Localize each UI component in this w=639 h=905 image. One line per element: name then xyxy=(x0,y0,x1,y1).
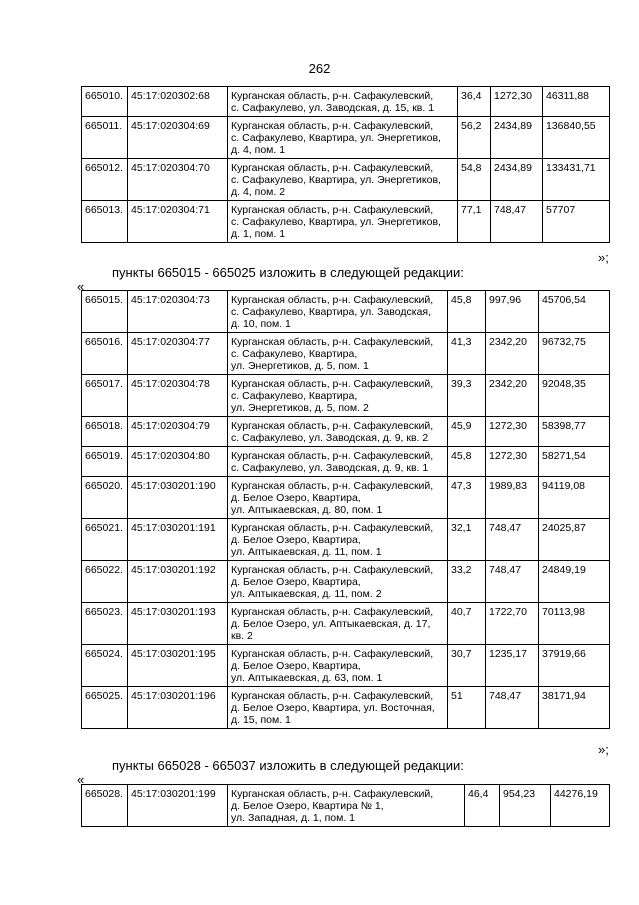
cadastral-number-cell: 45:17:020302:68 xyxy=(128,87,228,117)
cadastral-number-cell: 45:17:030201:191 xyxy=(128,519,228,561)
address-cell xyxy=(228,519,448,561)
address-line: д. Белое Озеро, Квартира, xyxy=(231,660,361,672)
address-cell xyxy=(228,159,458,201)
cadastral-number-cell: 45:17:020304:69 xyxy=(128,117,228,159)
property-table-3 xyxy=(81,784,610,827)
address-line: д. Белое Озеро, Квартира, xyxy=(231,534,361,546)
row-number-cell: 665028. xyxy=(82,785,128,827)
unit-price-cell: 748,47 xyxy=(486,561,539,603)
address-line: с. Сафакулево, Квартира, ул. Энергетиков, xyxy=(231,216,441,228)
instruction-text-1: пункты 665015 - 665025 изложить в следующей редакции: xyxy=(112,265,464,280)
cadastral-number-cell: 45:17:030201:195 xyxy=(128,645,228,687)
row-number-cell: 665010. xyxy=(82,87,128,117)
instruction-text-2: пункты 665028 - 665037 изложить в следующей редакции: xyxy=(112,758,464,773)
row-number-cell: 665015. xyxy=(82,291,128,333)
total-value-cell: 133431,71 xyxy=(543,159,610,201)
address-line: Курганская область, р-н. Сафакулевский, xyxy=(231,788,434,800)
table-row xyxy=(82,333,610,375)
cadastral-number-cell: 45:17:020304:71 xyxy=(128,201,228,243)
total-value-cell: 24025,87 xyxy=(539,519,610,561)
unit-price-cell: 748,47 xyxy=(486,519,539,561)
address-line: ул. Западная, д. 1, пом. 1 xyxy=(231,812,356,824)
address-cell xyxy=(228,645,448,687)
address-line: ул. Аптыкаевская, д. 11, пом. 1 xyxy=(231,546,382,558)
address-line: Курганская область, р-н. Сафакулевский, xyxy=(231,378,434,390)
area-cell: 54,8 xyxy=(458,159,491,201)
address-cell xyxy=(228,333,448,375)
address-line: Курганская область, р-н. Сафакулевский, xyxy=(231,522,434,534)
table-row xyxy=(82,375,610,417)
total-value-cell: 94119,08 xyxy=(539,477,610,519)
table-row xyxy=(82,291,610,333)
total-value-cell: 92048,35 xyxy=(539,375,610,417)
total-value-cell: 46311,88 xyxy=(543,87,610,117)
address-line: д. 1, пом. 1 xyxy=(231,228,286,240)
area-cell: 45,8 xyxy=(448,291,486,333)
address-line: д. Белое Озеро, ул. Аптыкаевская, д. 17, xyxy=(231,618,431,630)
row-number-cell: 665016. xyxy=(82,333,128,375)
address-line: Курганская область, р-н. Сафакулевский, xyxy=(231,690,434,702)
address-line: ул. Энергетиков, д. 5, пом. 1 xyxy=(231,360,369,372)
address-line: Курганская область, р-н. Сафакулевский, xyxy=(231,648,434,660)
address-line: кв. 2 xyxy=(231,630,253,642)
address-cell xyxy=(228,603,448,645)
table-row xyxy=(82,87,610,117)
total-value-cell: 58398,77 xyxy=(539,417,610,447)
cadastral-number-cell: 45:17:020304:80 xyxy=(128,447,228,477)
table-row xyxy=(82,687,610,729)
total-value-cell: 24849,19 xyxy=(539,561,610,603)
total-value-cell: 70113,98 xyxy=(539,603,610,645)
address-cell xyxy=(228,477,448,519)
area-cell: 45,9 xyxy=(448,417,486,447)
area-cell: 56,2 xyxy=(458,117,491,159)
cadastral-number-cell: 45:17:020304:79 xyxy=(128,417,228,447)
address-line: ул. Аптыкаевская, д. 63, пом. 1 xyxy=(231,672,383,684)
unit-price-cell: 1272,30 xyxy=(491,87,543,117)
unit-price-cell: 1272,30 xyxy=(486,417,539,447)
row-number-cell: 665018. xyxy=(82,417,128,447)
close-quote-1: »; xyxy=(598,250,609,265)
total-value-cell: 38171,94 xyxy=(539,687,610,729)
row-number-cell: 665020. xyxy=(82,477,128,519)
address-line: с. Сафакулево, Квартира, ул. Энергетиков, xyxy=(231,132,441,144)
address-line: ул. Аптыкаевская, д. 11, пом. 2 xyxy=(231,588,382,600)
address-cell xyxy=(228,687,448,729)
table-row xyxy=(82,785,610,827)
total-value-cell: 57707 xyxy=(543,201,610,243)
address-cell xyxy=(228,561,448,603)
address-line: ул. Энергетиков, д. 5, пом. 2 xyxy=(231,402,369,414)
row-number-cell: 665012. xyxy=(82,159,128,201)
unit-price-cell: 1989,83 xyxy=(486,477,539,519)
area-cell: 77,1 xyxy=(458,201,491,243)
address-line: Курганская область, р-н. Сафакулевский, xyxy=(231,204,434,216)
property-table-1 xyxy=(81,86,610,243)
address-line: д. Белое Озеро, Квартира, xyxy=(231,492,361,504)
address-cell xyxy=(228,375,448,417)
row-number-cell: 665021. xyxy=(82,519,128,561)
table-1-body xyxy=(82,87,610,243)
total-value-cell: 136840,55 xyxy=(543,117,610,159)
open-quote-2: « xyxy=(77,772,85,787)
table-row xyxy=(82,159,610,201)
table-row xyxy=(82,603,610,645)
area-cell: 51 xyxy=(448,687,486,729)
address-line: с. Сафакулево, ул. Заводская, д. 9, кв. 2 xyxy=(231,432,429,444)
address-cell xyxy=(228,87,458,117)
address-line: с. Сафакулево, Квартира, xyxy=(231,348,358,360)
row-number-cell: 665023. xyxy=(82,603,128,645)
table-row xyxy=(82,201,610,243)
address-line: д. Белое Озеро, Квартира, ул. Восточная, xyxy=(231,702,435,714)
area-cell: 30,7 xyxy=(448,645,486,687)
address-line: д. Белое Озеро, Квартира № 1, xyxy=(231,800,384,812)
table-row xyxy=(82,417,610,447)
table-row xyxy=(82,561,610,603)
unit-price-cell: 1722,70 xyxy=(486,603,539,645)
address-line: с. Сафакулево, Квартира, ул. Заводская, xyxy=(231,306,432,318)
row-number-cell: 665024. xyxy=(82,645,128,687)
property-table-2 xyxy=(81,290,610,729)
unit-price-cell: 997,96 xyxy=(486,291,539,333)
address-line: д. 4, пом. 2 xyxy=(231,186,286,198)
address-cell xyxy=(228,117,458,159)
address-cell xyxy=(228,447,448,477)
address-line: с. Сафакулево, Квартира, ул. Энергетиков, xyxy=(231,174,441,186)
cadastral-number-cell: 45:17:030201:190 xyxy=(128,477,228,519)
cadastral-number-cell: 45:17:020304:78 xyxy=(128,375,228,417)
table-3-body xyxy=(82,785,610,827)
row-number-cell: 665017. xyxy=(82,375,128,417)
unit-price-cell: 2434,89 xyxy=(491,117,543,159)
address-cell xyxy=(228,785,465,827)
cadastral-number-cell: 45:17:030201:192 xyxy=(128,561,228,603)
table-2-body xyxy=(82,291,610,729)
unit-price-cell: 748,47 xyxy=(486,687,539,729)
area-cell: 45,8 xyxy=(448,447,486,477)
cadastral-number-cell: 45:17:030201:199 xyxy=(128,785,228,827)
address-line: Курганская область, р-н. Сафакулевский, xyxy=(231,294,434,306)
total-value-cell: 58271,54 xyxy=(539,447,610,477)
unit-price-cell: 2342,20 xyxy=(486,333,539,375)
address-line: д. 15, пом. 1 xyxy=(231,714,291,726)
address-line: Курганская область, р-н. Сафакулевский, xyxy=(231,120,434,132)
table-row xyxy=(82,519,610,561)
address-line: ул. Аптыкаевская, д. 80, пом. 1 xyxy=(231,504,383,516)
table-row xyxy=(82,645,610,687)
total-value-cell: 45706,54 xyxy=(539,291,610,333)
area-cell: 40,7 xyxy=(448,603,486,645)
open-quote-1: « xyxy=(77,279,85,294)
address-cell xyxy=(228,291,448,333)
address-cell xyxy=(228,201,458,243)
table-row xyxy=(82,447,610,477)
cadastral-number-cell: 45:17:030201:193 xyxy=(128,603,228,645)
address-line: д. 10, пом. 1 xyxy=(231,318,291,330)
area-cell: 36,4 xyxy=(458,87,491,117)
total-value-cell: 96732,75 xyxy=(539,333,610,375)
close-quote-2: »; xyxy=(598,742,609,757)
address-line: Курганская область, р-н. Сафакулевский, xyxy=(231,420,434,432)
area-cell: 39,3 xyxy=(448,375,486,417)
area-cell: 32,1 xyxy=(448,519,486,561)
address-line: с. Сафакулево, ул. Заводская, д. 15, кв. 1 xyxy=(231,102,435,114)
row-number-cell: 665011. xyxy=(82,117,128,159)
table-row xyxy=(82,117,610,159)
page-number: 262 xyxy=(308,61,331,76)
unit-price-cell: 2434,89 xyxy=(491,159,543,201)
unit-price-cell: 1272,30 xyxy=(486,447,539,477)
cadastral-number-cell: 45:17:020304:77 xyxy=(128,333,228,375)
area-cell: 33,2 xyxy=(448,561,486,603)
address-line: Курганская область, р-н. Сафакулевский, xyxy=(231,606,434,618)
cadastral-number-cell: 45:17:020304:73 xyxy=(128,291,228,333)
address-line: Курганская область, р-н. Сафакулевский, xyxy=(231,336,434,348)
row-number-cell: 665025. xyxy=(82,687,128,729)
address-line: д. 4, пом. 1 xyxy=(231,144,286,156)
area-cell: 46,4 xyxy=(465,785,500,827)
address-line: Курганская область, р-н. Сафакулевский, xyxy=(231,450,434,462)
address-line: Курганская область, р-н. Сафакулевский, xyxy=(231,90,434,102)
address-line: Курганская область, р-н. Сафакулевский, xyxy=(231,162,434,174)
area-cell: 47,3 xyxy=(448,477,486,519)
unit-price-cell: 748,47 xyxy=(491,201,543,243)
address-line: д. Белое Озеро, Квартира, xyxy=(231,576,361,588)
row-number-cell: 665022. xyxy=(82,561,128,603)
address-line: Курганская область, р-н. Сафакулевский, xyxy=(231,564,434,576)
unit-price-cell: 954,23 xyxy=(500,785,551,827)
row-number-cell: 665013. xyxy=(82,201,128,243)
address-cell xyxy=(228,417,448,447)
address-line: с. Сафакулево, ул. Заводская, д. 9, кв. 1 xyxy=(231,462,429,474)
address-line: Курганская область, р-н. Сафакулевский, xyxy=(231,480,434,492)
table-row xyxy=(82,477,610,519)
total-value-cell: 37919,66 xyxy=(539,645,610,687)
unit-price-cell: 2342,20 xyxy=(486,375,539,417)
total-value-cell: 44276,19 xyxy=(551,785,610,827)
area-cell: 41,3 xyxy=(448,333,486,375)
cadastral-number-cell: 45:17:030201:196 xyxy=(128,687,228,729)
address-line: с. Сафакулево, Квартира, xyxy=(231,390,358,402)
row-number-cell: 665019. xyxy=(82,447,128,477)
unit-price-cell: 1235,17 xyxy=(486,645,539,687)
cadastral-number-cell: 45:17:020304:70 xyxy=(128,159,228,201)
